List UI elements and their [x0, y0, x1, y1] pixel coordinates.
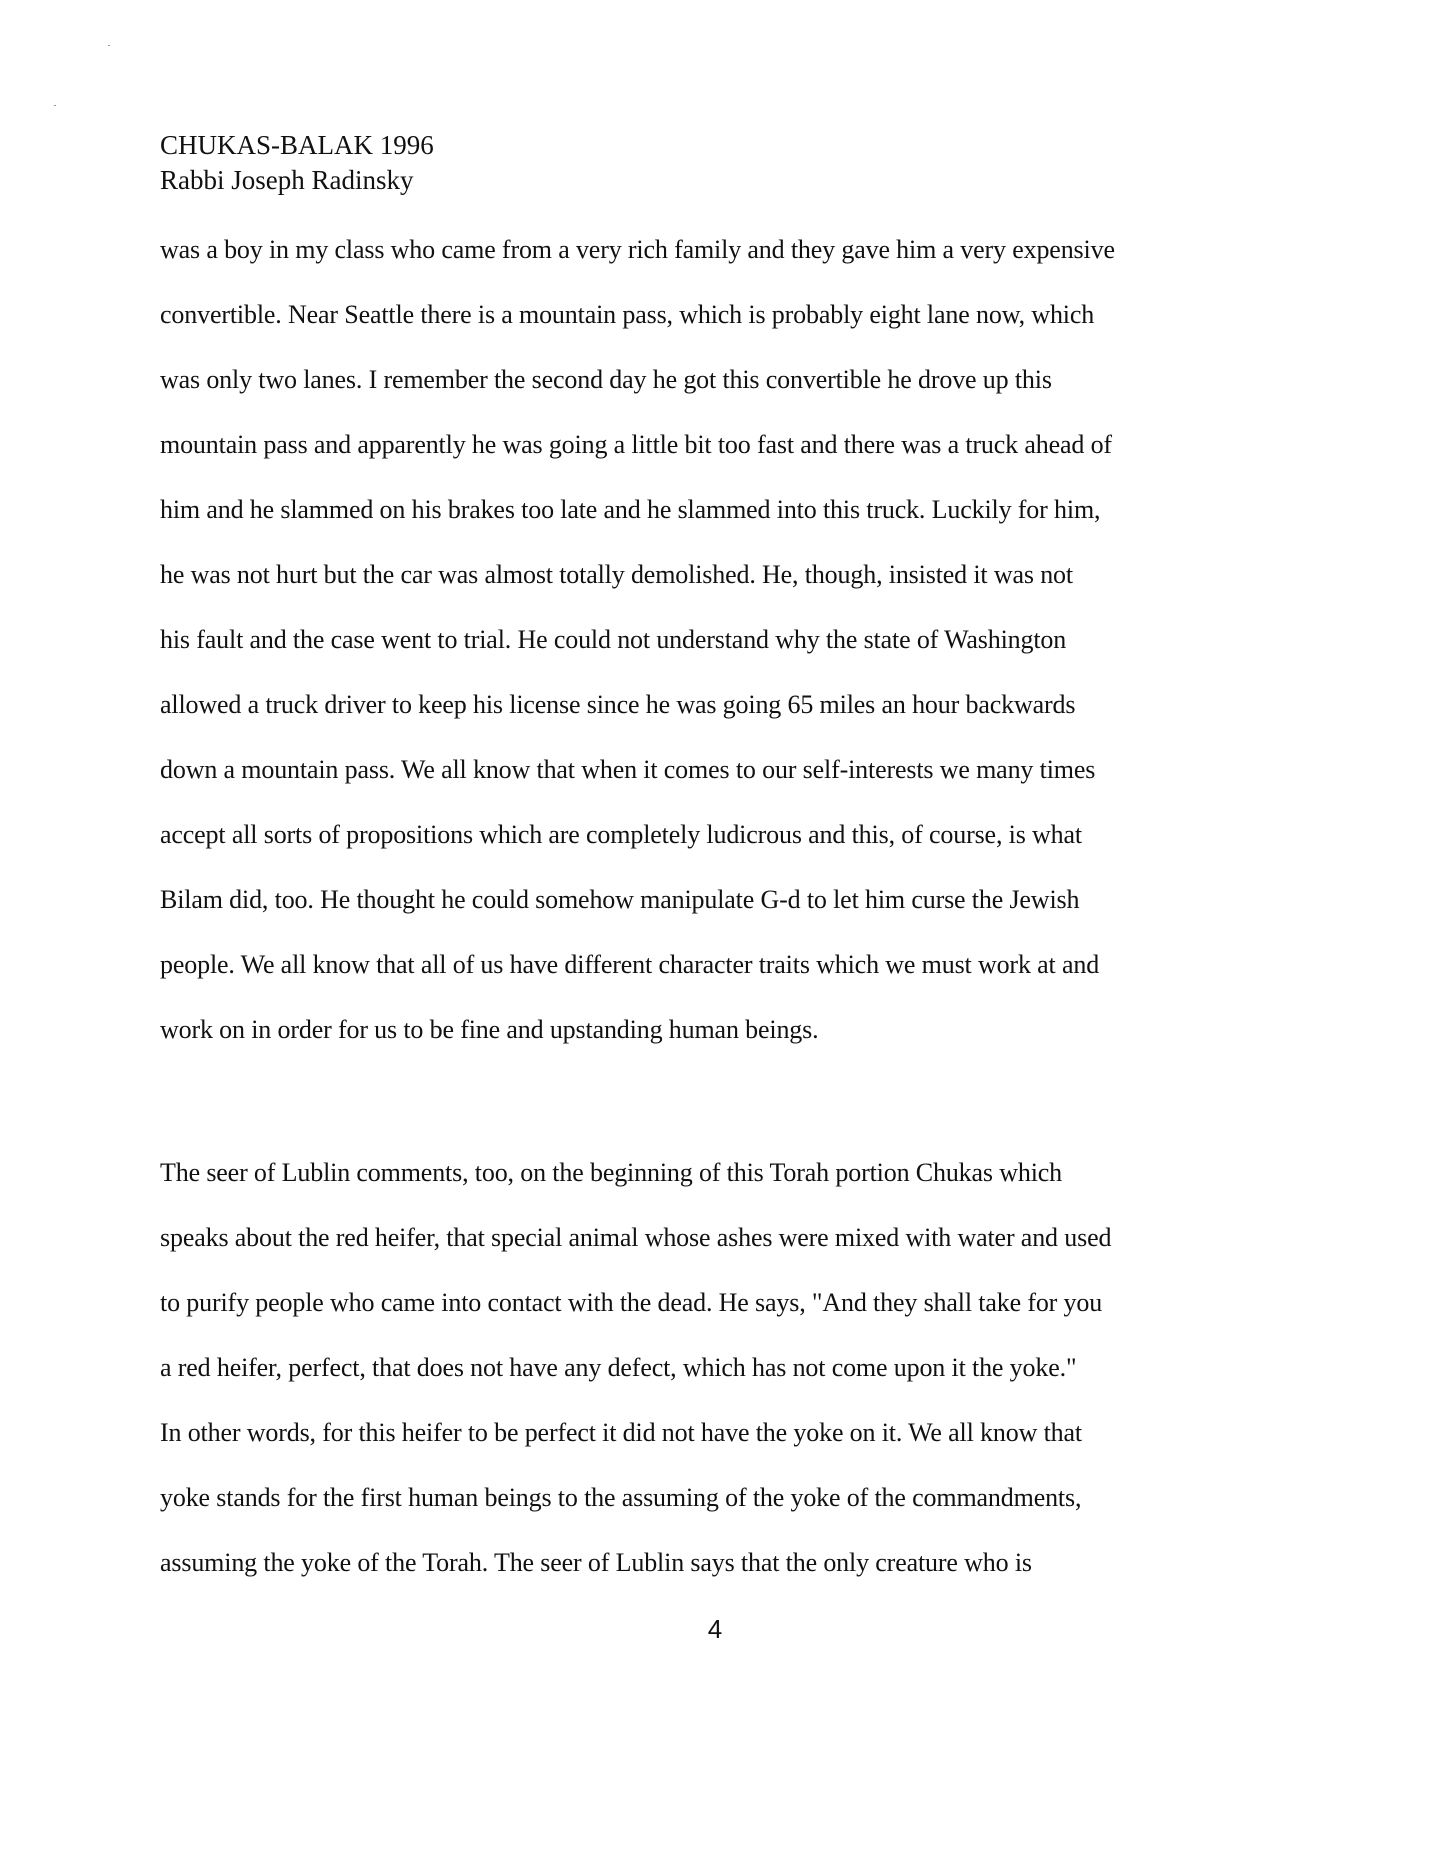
- text-line: down a mountain pass. We all know that when it comes to our self-interests we many times: [160, 755, 1096, 784]
- text-line: to purify people who came into contact with the dead. He says, "And they shall take for you: [160, 1288, 1103, 1317]
- text-line: he was not hurt but the car was almost totally demolished. He, though, insisted it was not: [160, 560, 1073, 589]
- text-line: convertible. Near Seattle there is a mountain pass, which is probably eight lane now, which: [160, 300, 1095, 329]
- document-header: [160, 128, 434, 198]
- text-line: was a boy in my class who came from a very rich family and they gave him a very expensive: [160, 235, 1115, 264]
- page-number: 4: [707, 1614, 723, 1644]
- text-line: a red heifer, perfect, that does not have any defect, which has not come upon it the yoke.": [160, 1353, 1077, 1382]
- scan-speck: [108, 45, 110, 46]
- text-line: was only two lanes. I remember the second day he got this convertible he drove up this: [160, 365, 1052, 394]
- document-title: CHUKAS-BALAK 1996: [160, 130, 434, 160]
- text-line: allowed a truck driver to keep his license since he was going 65 miles an hour backwards: [160, 690, 1076, 719]
- text-line: The seer of Lublin comments, too, on the beginning of this Torah portion Chukas which: [160, 1158, 1063, 1187]
- text-line: assuming the yoke of the Torah. The seer of Lublin says that the only creature who is: [160, 1548, 1032, 1577]
- document-author: Rabbi Joseph Radinsky: [160, 165, 414, 195]
- text-line: accept all sorts of propositions which are completely ludicrous and this, of course, is what: [160, 820, 1082, 849]
- text-line: mountain pass and apparently he was going a little bit too fast and there was a truck ahead of: [160, 430, 1112, 459]
- paragraph-2: [160, 1140, 1270, 1595]
- text-line: him and he slammed on his brakes too late and he slammed into this truck. Luckily for him,: [160, 495, 1101, 524]
- scan-speck: [54, 105, 56, 106]
- text-line: In other words, for this heifer to be perfect it did not have the yoke on it. We all know that: [160, 1418, 1082, 1447]
- text-line: work on in order for us to be fine and upstanding human beings.: [160, 1015, 819, 1044]
- text-line: Bilam did, too. He thought he could somehow manipulate G-d to let him curse the Jewish: [160, 885, 1080, 914]
- text-line: his fault and the case went to trial. He could not understand why the state of Washington: [160, 625, 1067, 654]
- text-line: yoke stands for the first human beings to the assuming of the yoke of the commandments,: [160, 1483, 1082, 1512]
- text-line: speaks about the red heifer, that special animal whose ashes were mixed with water and used: [160, 1223, 1112, 1252]
- paragraph-1: [160, 217, 1270, 1062]
- text-line: people. We all know that all of us have different character traits which we must work at and: [160, 950, 1100, 979]
